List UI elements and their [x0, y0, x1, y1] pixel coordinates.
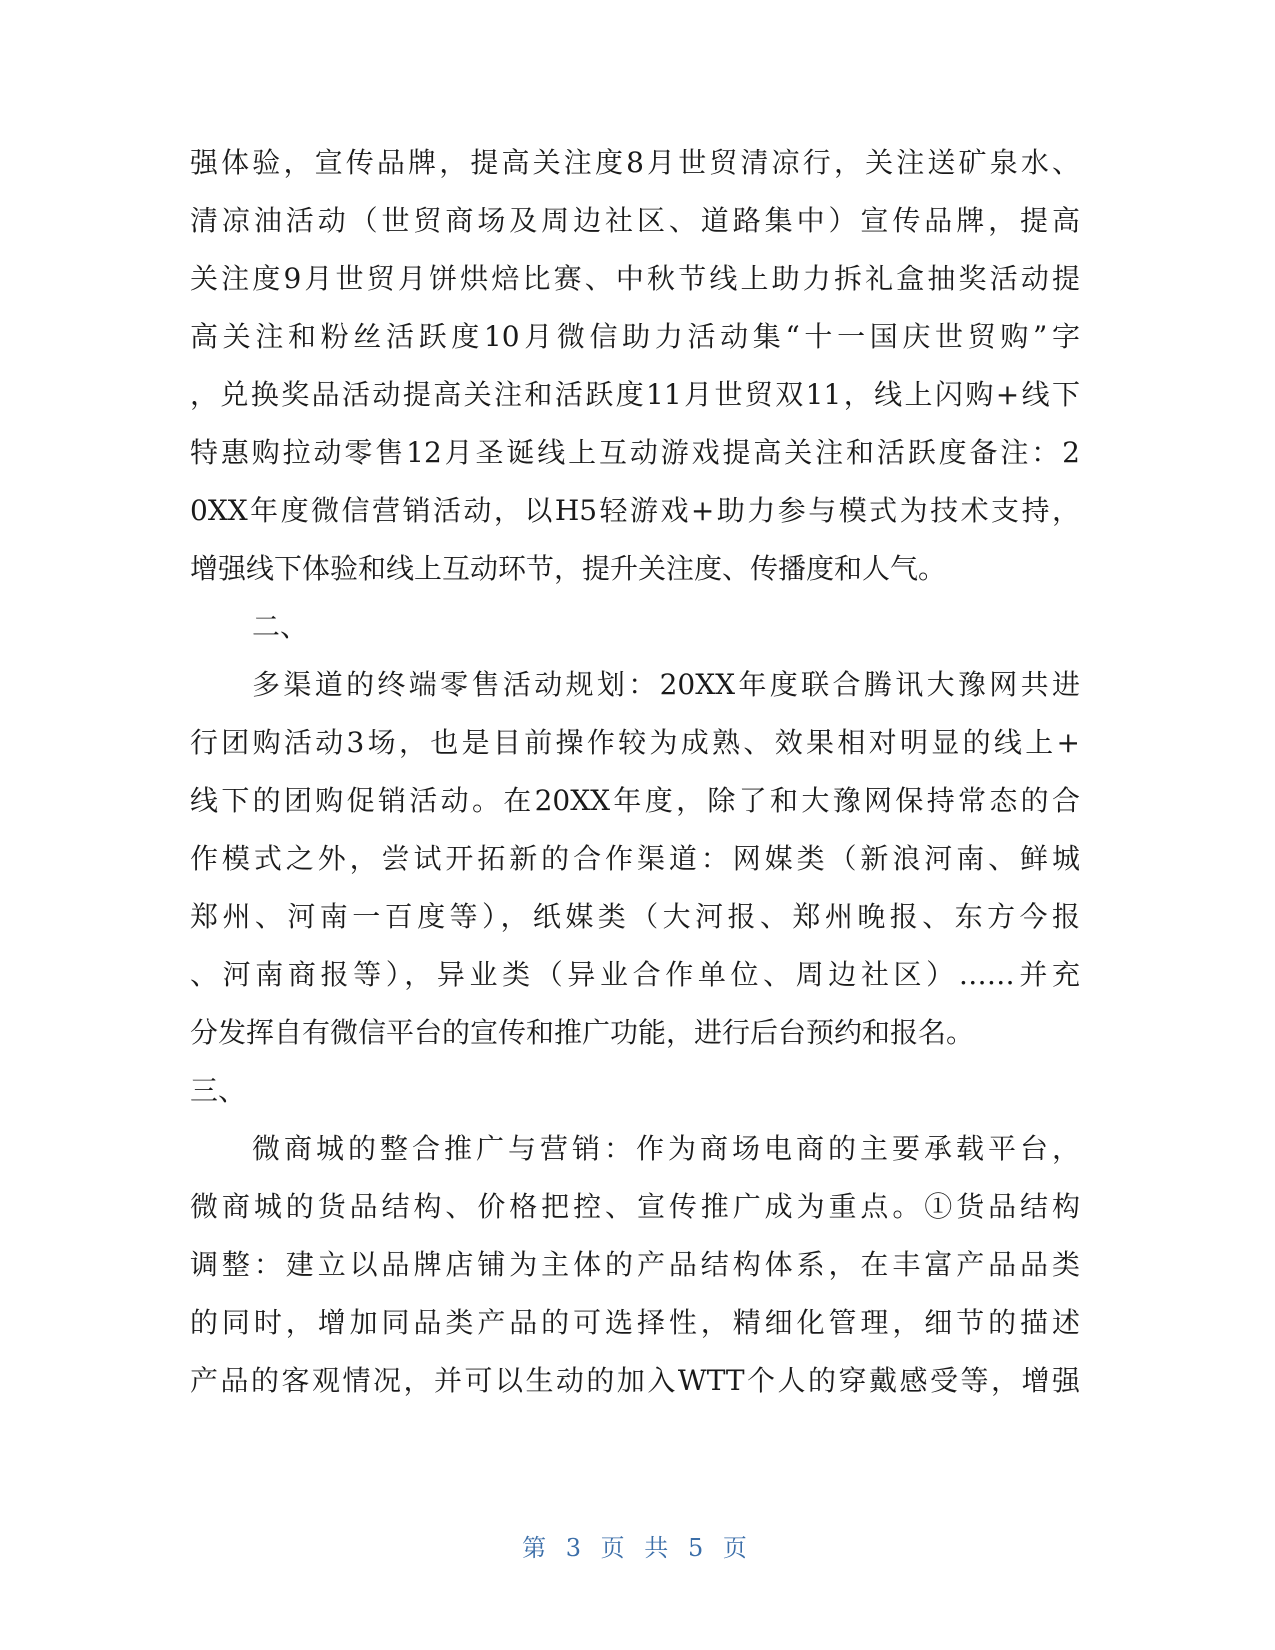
page-number-footer: 第 3 页 共 5 页 — [522, 1534, 753, 1562]
paragraph-first-line: 多渠道的终端零售活动规划：20XX年度联合腾讯大豫网共进 — [252, 668, 1080, 701]
text-line: 高关注和粉丝活跃度10月微信助力活动集“十一国庆世贸购”字 — [190, 320, 1080, 353]
text-line: ，兑换奖品活动提高关注和活跃度11月世贸双11，线上闪购+线下 — [190, 378, 1080, 411]
text-line: 产品的客观情况，并可以生动的加入WTT个人的穿戴感受等，增强 — [190, 1364, 1080, 1397]
text-line: 特惠购拉动零售12月圣诞线上互动游戏提高关注和活跃度备注：2 — [190, 436, 1080, 469]
text-line: 线下的团购促销活动。在20XX年度，除了和大豫网保持常态的合 — [190, 784, 1080, 817]
text-line: 、河南商报等），异业类（异业合作单位、周边社区）……并充 — [190, 958, 1080, 991]
text-line: 关注度9月世贸月饼烘焙比赛、中秋节线上助力拆礼盒抽奖活动提 — [190, 262, 1080, 295]
paragraph-last-line: 分发挥自有微信平台的宣传和推广功能，进行后台预约和报名。 — [190, 1016, 975, 1049]
text-line: 作模式之外，尝试开拓新的合作渠道：网媒类（新浪河南、鲜城 — [190, 842, 1080, 875]
text-line: 微商城的货品结构、价格把控、宣传推广成为重点。①货品结构 — [190, 1190, 1080, 1223]
paragraph-last-line: 增强线下体验和线上互动环节，提升关注度、传播度和人气。 — [190, 552, 947, 585]
text-line: 清凉油活动（世贸商场及周边社区、道路集中）宣传品牌，提高 — [190, 204, 1080, 237]
text-line: 郑州、河南一百度等），纸媒类（大河报、郑州晚报、东方今报 — [190, 900, 1080, 933]
text-line: 0XX年度微信营销活动，以H5轻游戏+助力参与模式为技术支持， — [190, 494, 1080, 527]
section-heading-2: 二、 — [252, 610, 309, 643]
text-line: 的同时，增加同品类产品的可选择性，精细化管理，细节的描述 — [190, 1306, 1080, 1339]
text-line: 强体验，宣传品牌，提高关注度8月世贸清凉行，关注送矿泉水、 — [190, 146, 1080, 179]
section-heading-3: 三、 — [190, 1074, 247, 1107]
text-line: 调整：建立以品牌店铺为主体的产品结构体系，在丰富产品品类 — [190, 1248, 1080, 1281]
text-line: 行团购活动3场，也是目前操作较为成熟、效果相对明显的线上+ — [190, 726, 1080, 759]
paragraph-first-line: 微商城的整合推广与营销：作为商场电商的主要承载平台， — [252, 1132, 1080, 1165]
